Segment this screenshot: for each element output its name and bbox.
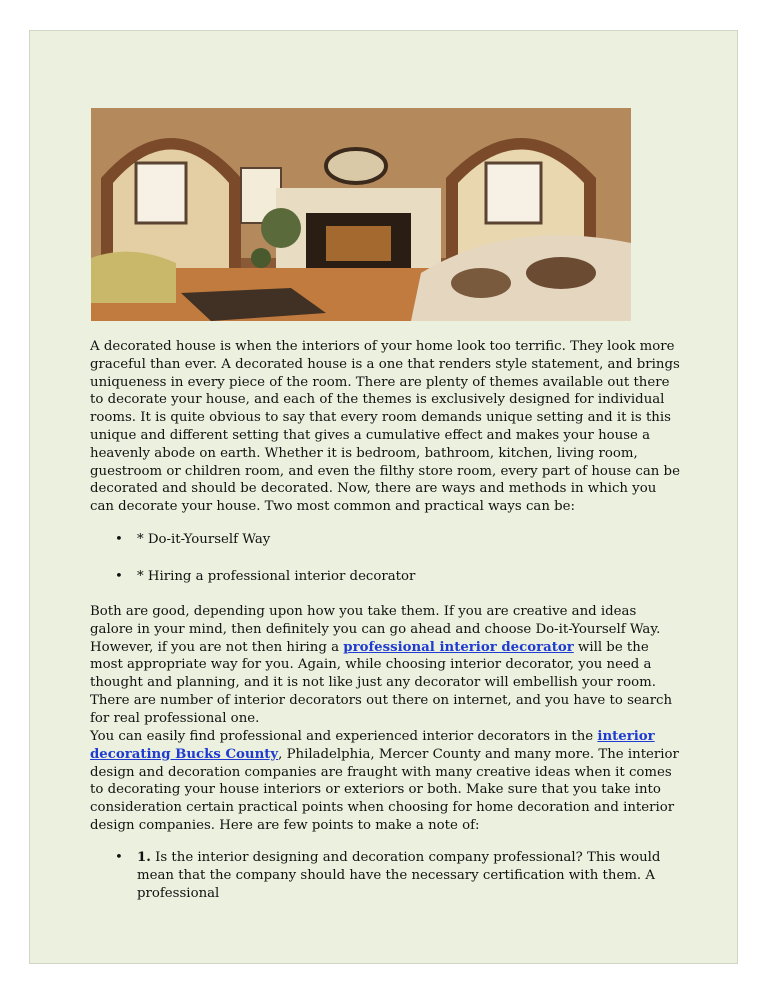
- list-item-text: * Hiring a professional interior decorator: [137, 569, 416, 584]
- bullet-icon: •: [115, 569, 123, 584]
- find-decorators-paragraph: [90, 728, 680, 835]
- document-page: [29, 30, 738, 964]
- ways-list-item-1: [90, 531, 690, 549]
- paragraph-text: will be the most appropriate way for you. Again, while choosing interior decorator, you need a thought and planning, and it is not like just any decorator will embellish your room. There are number of interior decorators out there on internet, and you have to search for real professional one.: [90, 639, 673, 726]
- paragraph-text: , Philadelphia, Mercer County and many more. The interior design and decoration companies are fraught with many creative ideas when it comes to decorating your house interiors or exteriors or both. Make sure that you take into consideration certain practical points when choosing for home decoration and interior design companies. Here are few points to make a note of:: [90, 746, 679, 833]
- interior-decorating-bucks-county-link[interactable]: interior decorating Bucks County: [90, 729, 655, 762]
- points-list-item-1: [90, 849, 690, 902]
- ways-list-item-2: [90, 568, 690, 586]
- bullet-icon: •: [115, 532, 123, 547]
- paragraph-text: Both are good, depending upon how you take them. If you are creative and ideas galore in your mind, then definitely you can go ahead and choose Do-it-Yourself Way. However, if you are not then hiring a: [90, 604, 661, 655]
- list-item-text: Is the interior designing and decoration company professional? This would mean that the company should have the necessary certification with them. A professional: [137, 850, 661, 901]
- list-item-number: 1.: [137, 850, 151, 865]
- living-room-photo: [91, 108, 631, 321]
- professional-interior-decorator-link[interactable]: professional interior decorator: [343, 639, 574, 655]
- intro-paragraph: [90, 338, 680, 516]
- choice-paragraph: [90, 603, 680, 728]
- paragraph-text: You can easily find professional and experienced interior decorators in the: [90, 729, 598, 744]
- list-item-text: * Do-it-Yourself Way: [137, 532, 271, 547]
- living-room-image: [91, 108, 631, 321]
- bullet-icon: •: [115, 850, 123, 865]
- intro-paragraph-text: A decorated house is when the interiors of your home look too terrific. They look more graceful than ever. A decorated house is a one that renders style statement, and brings uniqueness in every piece of the room. There are plenty of themes available out there to decorate your house, and each of the themes is exclusively designed for individual rooms. It is quite obvious to say that every room demands unique setting and it is this unique and different setting that gives a cumulative effect and makes your house a heavenly abode on earth. Whether it is bedroom, bathroom, kitchen, living room, guestroom or children room, and even the filthy store room, every part of house can be decorated and should be decorated. Now, there are ways and methods in which you can decorate your house. Two most common and practical ways can be:: [90, 339, 680, 515]
